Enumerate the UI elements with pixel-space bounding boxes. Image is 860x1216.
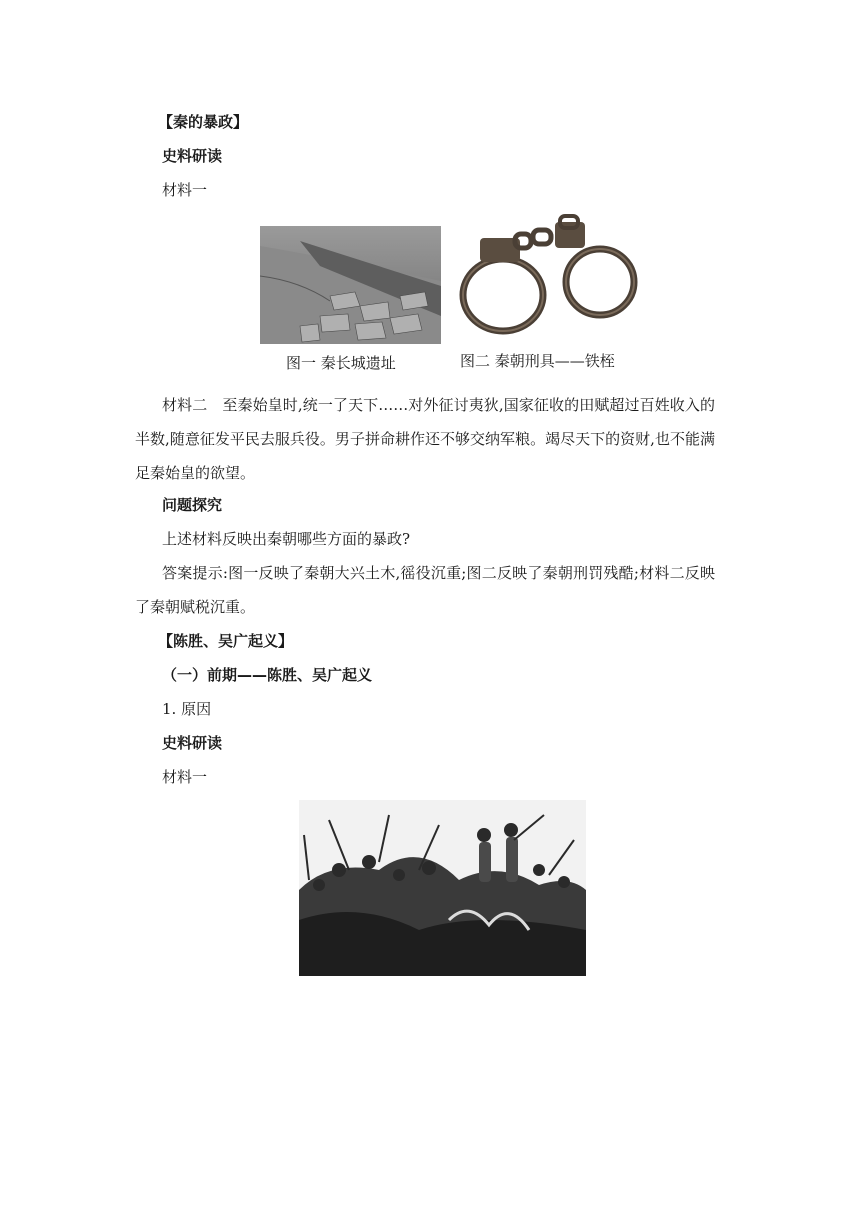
figure-2-caption: 图二 秦朝刑具——铁桎 [460, 352, 615, 370]
qin-tyranny-heading: 【秦的暴政】 [158, 113, 249, 131]
source-reading-heading-2: 史料研读 [162, 734, 223, 752]
early-stage-heading: （一）前期——陈胜、吴广起义 [162, 666, 373, 684]
uprising-heading: 【陈胜、吴广起义】 [158, 632, 294, 650]
question-text: 上述材料反映出秦朝哪些方面的暴政? [162, 530, 411, 548]
figure-1-caption: 图一 秦长城遗址 [286, 354, 396, 372]
answer-paragraph: 答案提示:图一反映了秦朝大兴土木,徭役沉重;图二反映了秦朝刑罚残酷;材料二反映了秦朝赋税沉重。 [135, 564, 715, 616]
material-1-label-2: 材料一 [162, 768, 208, 786]
material-1-label: 材料一 [162, 181, 208, 199]
cause-label: 1. 原因 [162, 700, 212, 718]
uprising-illustration [299, 800, 586, 976]
question-heading: 问题探究 [162, 496, 223, 514]
source-reading-heading: 史料研读 [162, 147, 223, 165]
material-2-paragraph: 材料二 至秦始皇时,统一了天下……对外征讨夷狄,国家征收的田赋超过百姓收入的半数,随意征发平民去服兵役。男子拼命耕作还不够交纳军粮。竭尽天下的资财,也不能满足秦始皇的欲望。 [135, 396, 715, 482]
iron-shackles-image [455, 210, 645, 345]
great-wall-ruins-image [260, 226, 441, 344]
